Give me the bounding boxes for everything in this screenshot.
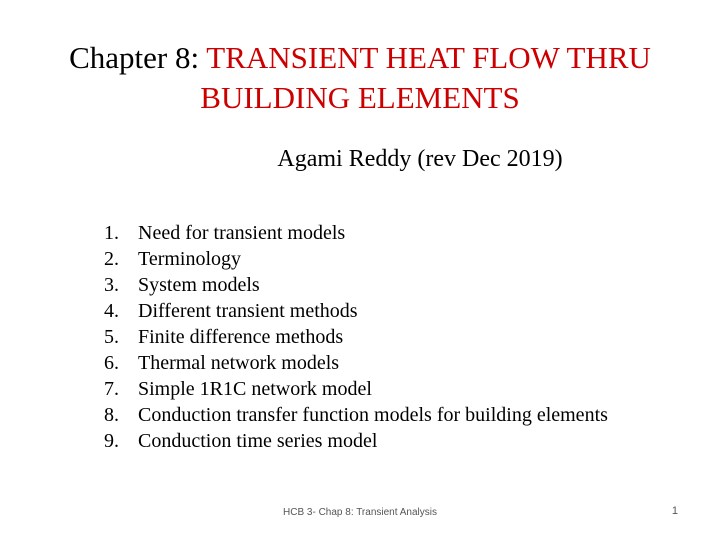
outline-item-text: Simple 1R1C network model bbox=[138, 378, 372, 400]
outline-item-number: 7. bbox=[104, 378, 119, 400]
outline-item-text: Conduction time series model bbox=[138, 430, 378, 452]
outline-item-text: Different transient methods bbox=[138, 300, 358, 322]
outline-item bbox=[104, 324, 608, 350]
outline-item-text: System models bbox=[138, 274, 260, 296]
outline-list bbox=[104, 220, 608, 454]
author-line: Agami Reddy (rev Dec 2019) bbox=[277, 146, 563, 172]
outline-item bbox=[104, 298, 608, 324]
title-prefix: Chapter 8: bbox=[69, 40, 207, 75]
outline-item-text: Thermal network models bbox=[138, 352, 340, 374]
outline-item bbox=[104, 350, 608, 376]
outline-item-number: 1. bbox=[104, 222, 119, 244]
slide-title bbox=[20, 38, 700, 118]
outline-item-text: Need for transient models bbox=[138, 222, 346, 244]
page-number: 1 bbox=[671, 505, 678, 517]
title-accent: TRANSIENT HEAT FLOW THRU BUILDING ELEMENTS bbox=[200, 40, 651, 115]
outline-item-number: 2. bbox=[104, 248, 119, 270]
outline-item-text: Conduction transfer function models for building elements bbox=[138, 404, 608, 426]
outline-item-number: 4. bbox=[104, 300, 119, 322]
outline-item-number: 8. bbox=[104, 404, 119, 426]
outline-item bbox=[104, 376, 608, 402]
outline-item bbox=[104, 220, 608, 246]
slide-footer: HCB 3- Chap 8: Transient Analysis bbox=[283, 507, 437, 518]
outline-item bbox=[104, 402, 608, 428]
outline-item-number: 3. bbox=[104, 274, 119, 296]
outline-item bbox=[104, 272, 608, 298]
outline-item bbox=[104, 428, 608, 454]
outline-item-number: 6. bbox=[104, 352, 119, 374]
outline-item-text: Finite difference methods bbox=[138, 326, 344, 348]
outline-item-number: 5. bbox=[104, 326, 119, 348]
outline-item bbox=[104, 246, 608, 272]
outline-item-number: 9. bbox=[104, 430, 119, 452]
outline-item-text: Terminology bbox=[138, 248, 242, 270]
